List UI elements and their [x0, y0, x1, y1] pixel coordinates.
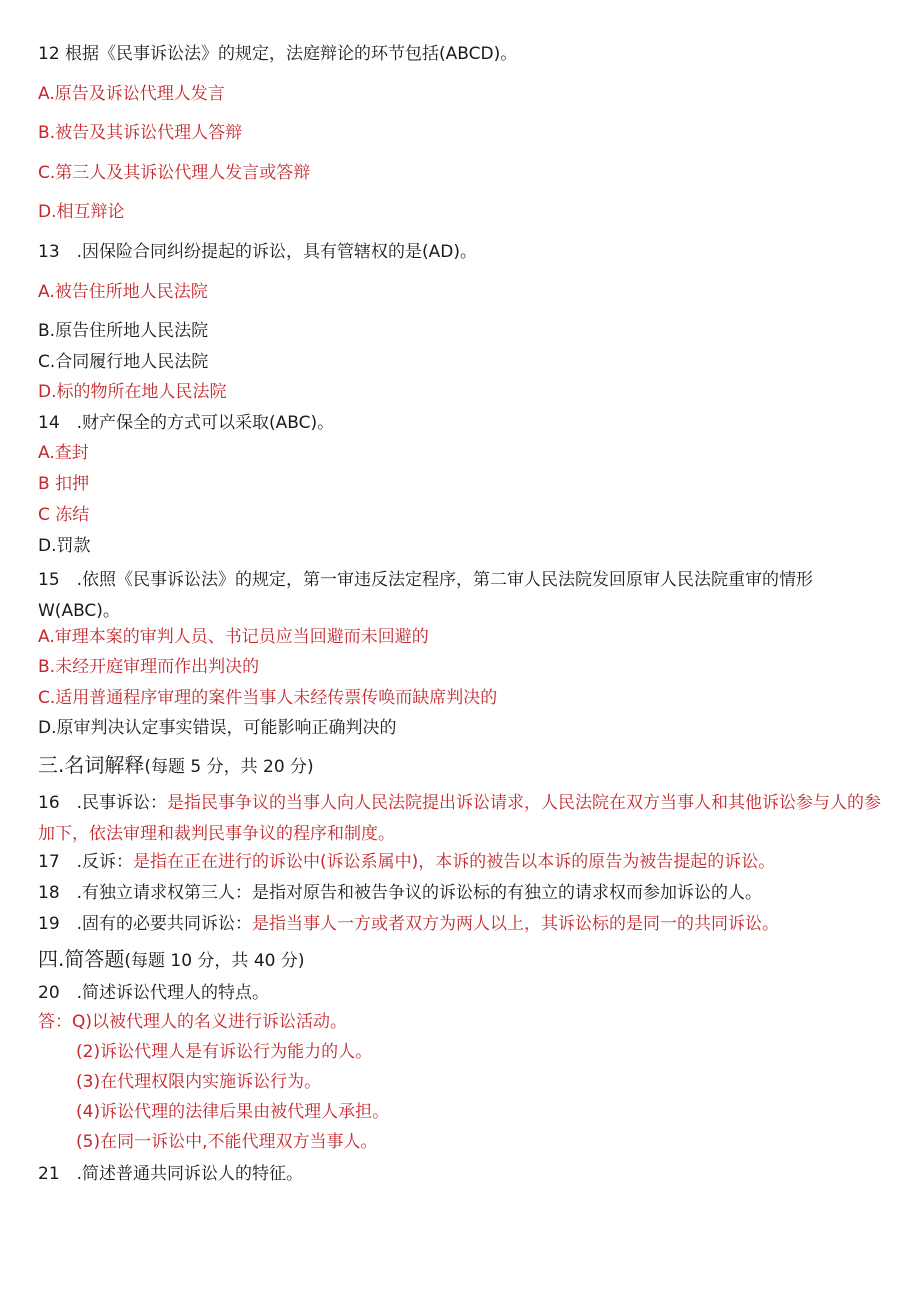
option-12b: B.被告及其诉讼代理人答辩	[38, 123, 243, 143]
option-13c: C.合同履行地人民法院	[38, 352, 209, 372]
term-19-label: 19 .固有的必要共同诉讼：	[38, 914, 253, 934]
term-17-definition: 是指在正在进行的诉讼中(诉讼系属中)，本诉的被告以本诉的原告为被告提起的诉讼。	[133, 852, 776, 872]
question-15: 15 .依照《民事诉讼法》的规定，第一审违反法定程序，第二审人民法院发回原审人民法院重审的情形W(ABC)。	[38, 570, 814, 621]
question-12: 12 根据《民事诉讼法》的规定，法庭辩论的环节包括(ABCD)。	[38, 44, 518, 64]
option-12c: C.第三人及其诉讼代理人发言或答辩	[38, 163, 311, 183]
answer-20-5: (5)在同一诉讼中,不能代理双方当事人。	[76, 1132, 378, 1152]
option-14b: B 扣押	[38, 474, 90, 494]
question-20: 20 .简述诉讼代理人的特点。	[38, 983, 270, 1003]
answer-20-3: (3)在代理权限内实施诉讼行为。	[76, 1072, 322, 1092]
option-14a: A.查封	[38, 443, 89, 463]
option-14d: D.罚款	[38, 536, 91, 556]
section-3-title: 三.名词解释	[38, 753, 145, 777]
term-19	[38, 913, 890, 935]
term-18-definition: 是指对原告和被告争议的诉讼标的有独立的请求权而参加诉讼的人。	[252, 883, 763, 903]
option-12d: D.相互辩论	[38, 202, 125, 222]
option-15b: B.未经开庭审理而作出判决的	[38, 657, 260, 677]
option-13b: B.原告住所地人民法院	[38, 321, 209, 341]
option-15c: C.适用普通程序审理的案件当事人未经传票传唤而缺席判决的	[38, 688, 498, 708]
term-16	[38, 788, 890, 850]
term-17	[38, 851, 890, 873]
option-12a: A.原告及诉讼代理人发言	[38, 84, 225, 104]
term-18	[38, 882, 890, 904]
option-15a: A.审理本案的审判人员、书记员应当回避而未回避的	[38, 627, 429, 647]
term-16-definition: 是指民事争议的当事人向人民法院提出诉讼请求，人民法院在双方当事人和其他诉讼参与人的参加下，依法审理和裁判民事争议的程序和制度。	[38, 793, 882, 844]
section-3-heading	[38, 752, 890, 780]
option-13a: A.被告住所地人民法院	[38, 282, 208, 302]
section-4-heading	[38, 946, 890, 974]
option-14c: C 冻结	[38, 505, 90, 525]
answer-20-1: 答：Q)以被代理人的名义进行诉讼活动。	[38, 1012, 348, 1032]
option-15d: D.原审判决认定事实错误，可能影响正确判决的	[38, 718, 397, 738]
question-21: 21 .简述普通共同诉讼人的特征。	[38, 1164, 304, 1184]
term-18-label: 18 .有独立请求权第三人：	[38, 883, 253, 903]
question-13: 13 .因保险合同纠纷提起的诉讼，具有管辖权的是(AD)。	[38, 242, 478, 262]
option-13d: D.标的物所在地人民法院	[38, 382, 227, 402]
term-16-label: 16 .民事诉讼：	[38, 793, 168, 813]
answer-20-2: (2)诉讼代理人是有诉讼行为能力的人。	[76, 1042, 373, 1062]
question-14: 14 .财产保全的方式可以采取(ABC)。	[38, 413, 335, 433]
answer-20-4: (4)诉讼代理的法律后果由被代理人承担。	[76, 1102, 390, 1122]
section-4-scoring: (每题 10 分，共 40 分)	[124, 951, 305, 971]
section-4-title: 四.简答题	[38, 947, 125, 971]
term-17-label: 17 .反诉：	[38, 852, 134, 872]
section-3-scoring: (每题 5 分，共 20 分)	[144, 757, 314, 777]
term-19-definition: 是指当事人一方或者双方为两人以上，其诉讼标的是同一的共同诉讼。	[252, 914, 780, 934]
